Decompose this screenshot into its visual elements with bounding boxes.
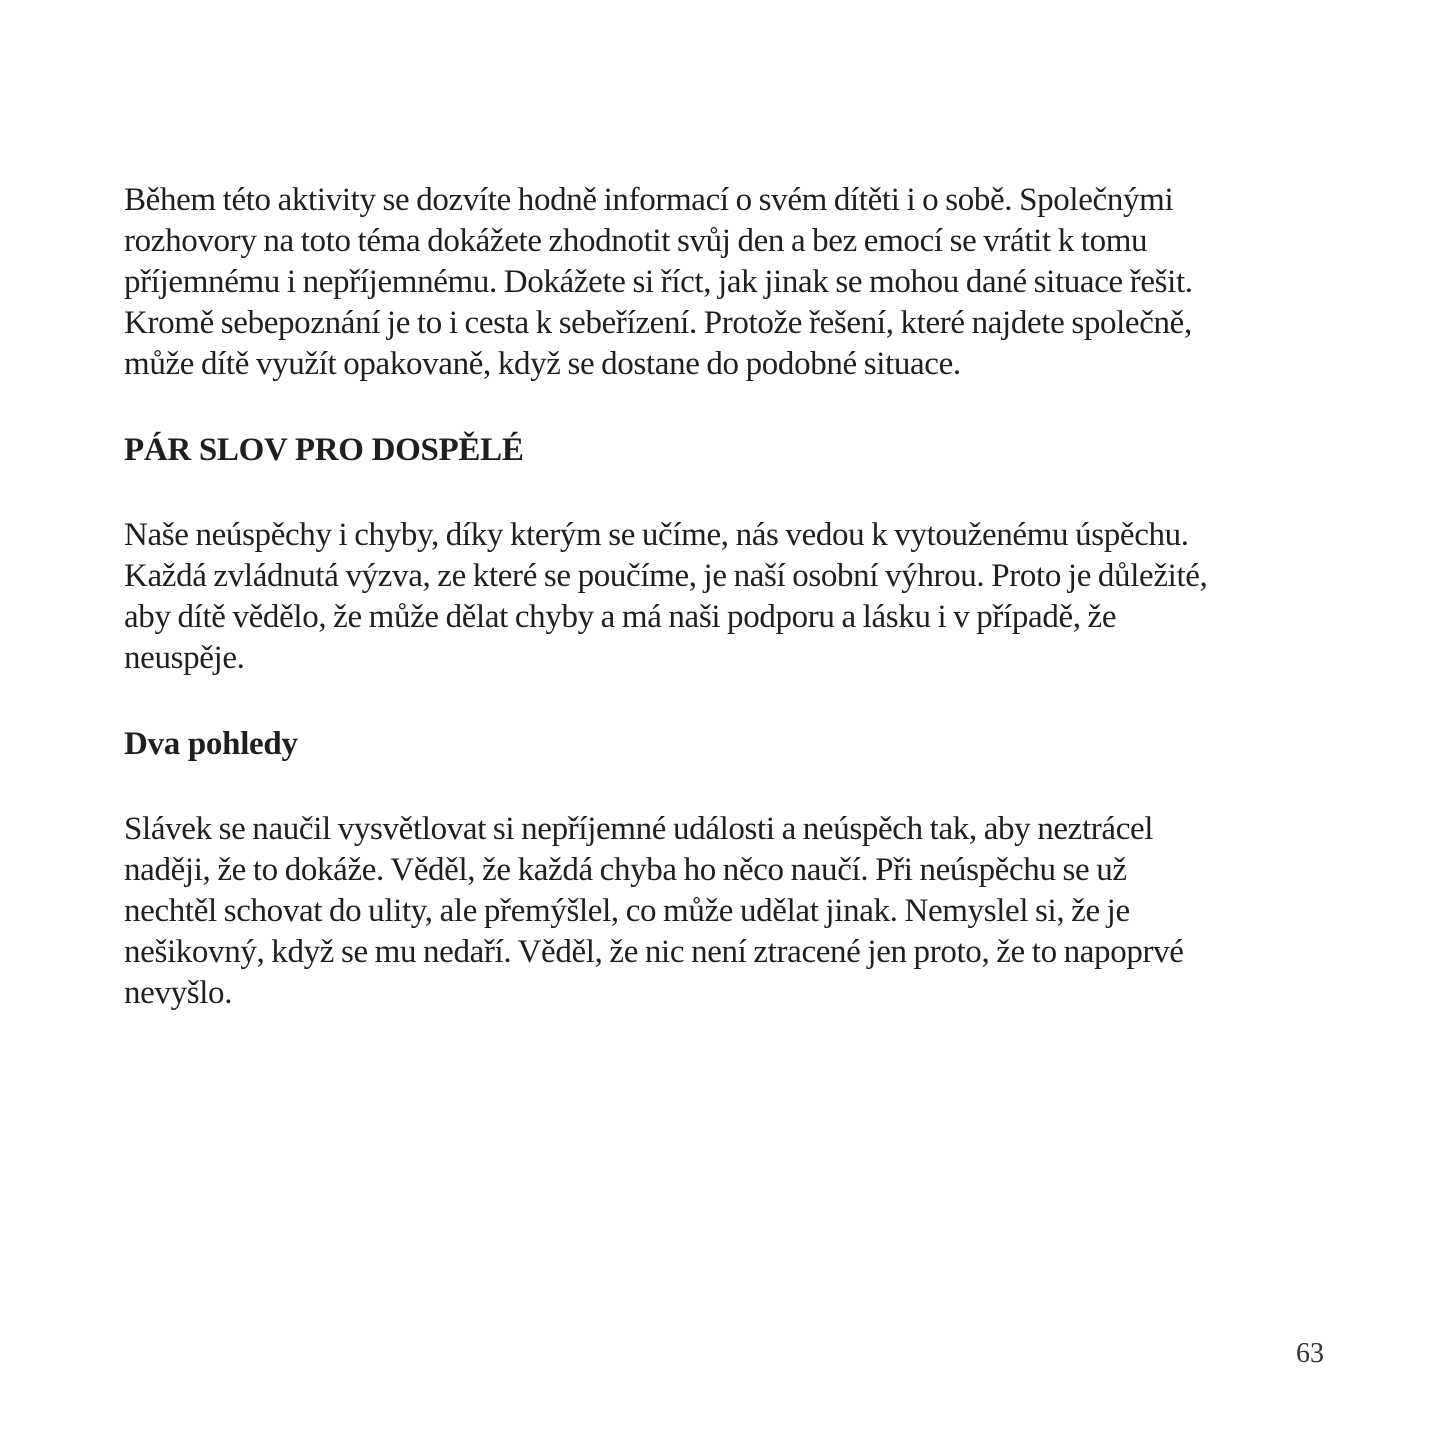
paragraph-line: příjemnému i nepříjemnému. Dokážete si říct, jak jinak se mohou dané situace řešit. [124,264,1193,300]
adults-paragraph [124,515,1329,679]
intro-paragraph [124,180,1329,385]
paragraph-line: nechtěl schovat do ulity, ale přemýšlel, co může udělat jinak. Nemyslel si, že je [124,893,1130,929]
paragraph-line: Slávek se naučil vysvětlovat si nepříjemné události a neúspěch tak, aby neztrácel [124,811,1154,847]
section-heading-adults: PÁR SLOV PRO DOSPĚLÉ [124,432,524,468]
paragraph-line: rozhovory na toto téma dokážete zhodnotit svůj den a bez emocí se vrátit k tomu [124,223,1148,259]
paragraph-line: neuspěje. [124,640,245,676]
paragraph-line: aby dítě vědělo, že může dělat chyby a má naši podporu a lásku i v případě, že [124,599,1117,635]
paragraph-line: může dítě využít opakovaně, když se dostane do podobné situace. [124,346,961,382]
paragraph-line: Naše neúspěchy i chyby, díky kterým se učíme, nás vedou k vytouženému úspěchu. [124,517,1189,553]
paragraph-line: nevyšlo. [124,975,233,1011]
page-content [124,180,1329,1014]
story-paragraph [124,809,1329,1014]
paragraph-line: nešikovný, když se mu nedaří. Věděl, že nic není ztracené jen proto, že to napoprvé [124,934,1184,970]
paragraph-line: naději, že to dokáže. Věděl, že každá chyba ho něco naučí. Při neúspěchu se už [124,852,1127,888]
paragraph-line: Každá zvládnutá výzva, ze které se poučíme, je naší osobní výhrou. Proto je důležité, [124,558,1208,594]
paragraph-line: Během této aktivity se dozvíte hodně informací o svém dítěti i o sobě. Společnými [124,182,1174,218]
paragraph-line: Kromě sebepoznání je to i cesta k sebeřízení. Protože řešení, které najdete společně, [124,305,1192,341]
page-number: 63 [1296,1338,1324,1369]
subheading-two-views: Dva pohledy [124,726,298,762]
